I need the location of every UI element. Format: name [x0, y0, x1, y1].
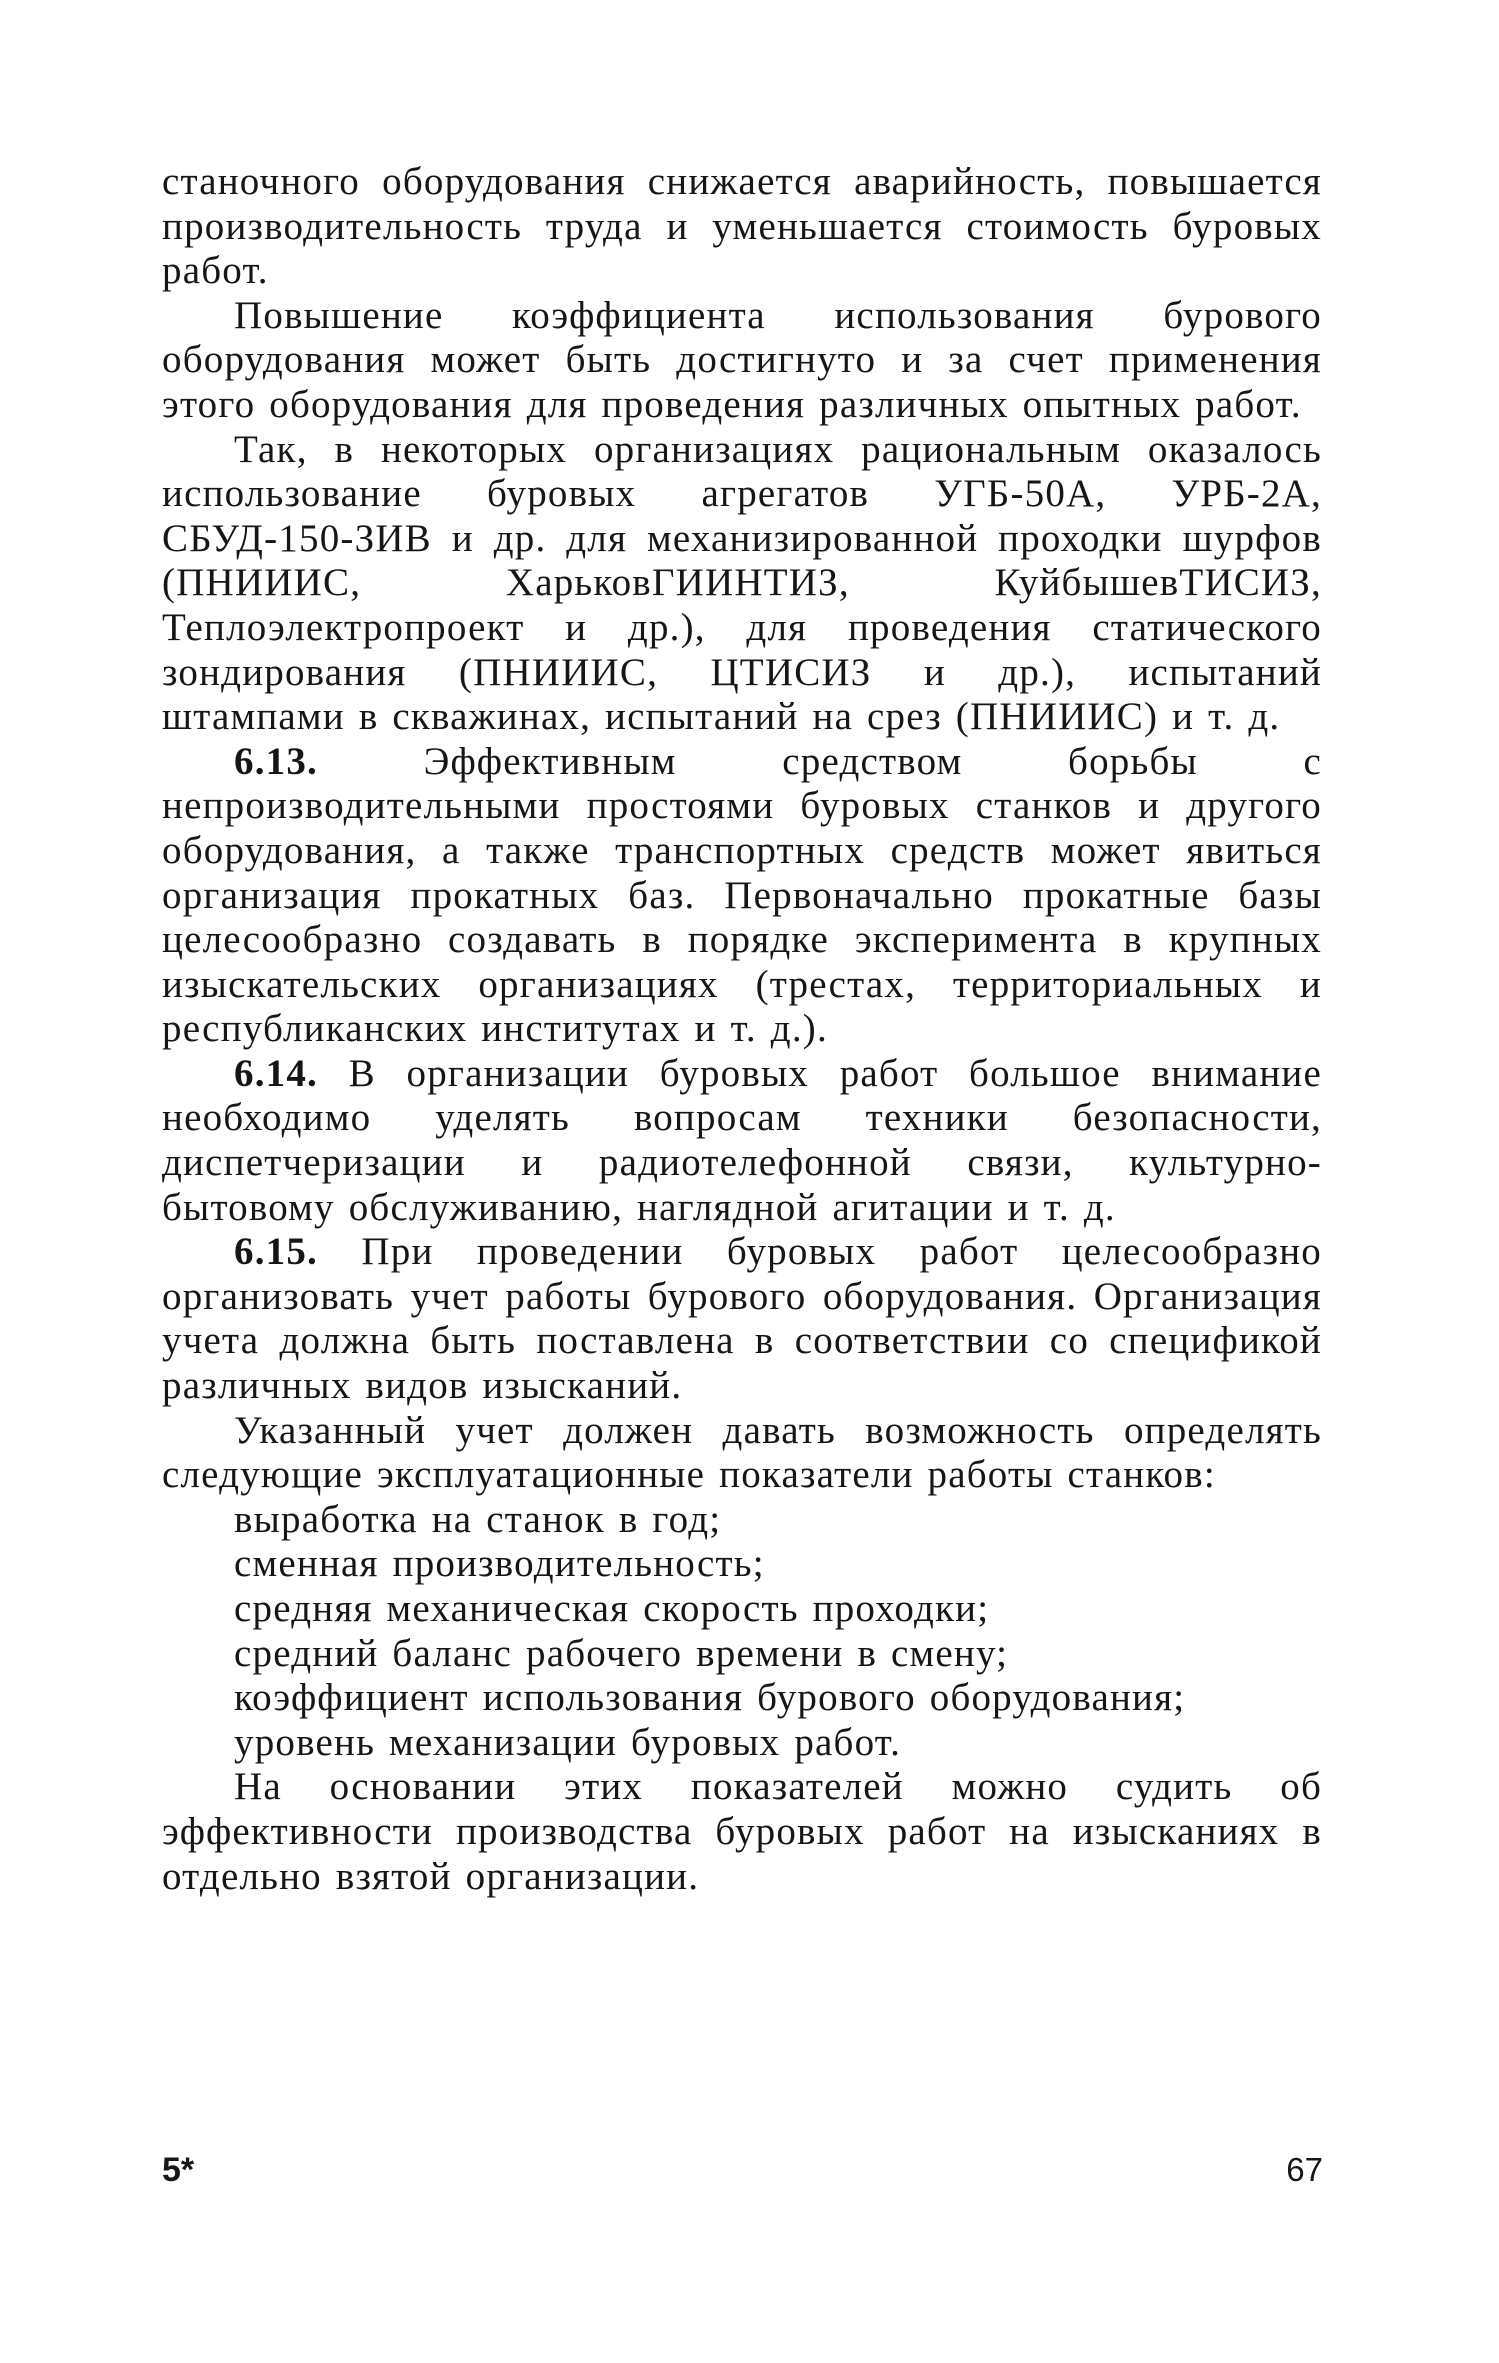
- paragraph-text: При проведении буровых работ целесообразно организовать учет работы бурового оборудования. Организация учета должна быть поставлена в соответствии со спецификой различных видов изысканий.: [162, 1230, 1322, 1408]
- paragraph-indicators-intro: [162, 1409, 1322, 1498]
- paragraph-closing: [162, 1765, 1322, 1899]
- list-item: выработка на станок в год;: [234, 1497, 722, 1541]
- list-item: коэффициент использования бурового оборудования;: [234, 1676, 1186, 1720]
- paragraph-text: На основании этих показателей можно судить об эффективности производства буровых работ на изысканиях в отдельно взятой организации.: [162, 1765, 1322, 1898]
- list-item: средняя механическая скорость проходки;: [234, 1587, 990, 1630]
- paragraph-text: Так, в некоторых организациях рациональным оказалось использование буровых агрегатов УГБ-50А, УРБ-2А, СБУД-150-ЗИВ и др. для механизированной проходки шурфов (ПНИИИС, ХарьковГИИНТИЗ, КуйбышевТИСИЗ, Теплоэлектропроект и др.), для проведения статического зондирования (ПНИИИС, ЦТИСИЗ и др.), испытаний штампами в скважинах, испытаний на срез (ПНИИИС) и т. д.: [162, 427, 1322, 739]
- body-text: [162, 160, 1322, 1899]
- paragraph-text: Указанный учет должен давать возможность определять следующие эксплуатационные показатели работы станков:: [162, 1408, 1322, 1497]
- paragraph-text: Повышение коэффициента использования бурового оборудования может быть достигнуто и за счет применения этого оборудования для проведения различных опытных работ.: [162, 293, 1322, 426]
- paragraph-text: Эффективным средством борьбы с непроизводительными простоями буровых станков и другого оборудования, а также транспортных средств может явиться организация прокатных баз. Первоначально прокатные базы целесообразно создавать в порядке эксперимента в крупных изыскательских организациях (трестах, территориальных и республиканских институтах и т. д.).: [162, 739, 1322, 1051]
- page-number: 67: [1286, 2151, 1323, 2188]
- paragraph-coefficient: [162, 294, 1322, 428]
- paragraph-6-14: [162, 1052, 1322, 1230]
- indicators-list: [162, 1498, 1322, 1766]
- signature-mark: 5*: [162, 2151, 195, 2189]
- paragraph-continuation: [162, 160, 1322, 294]
- list-item: уровень механизации буровых работ.: [234, 1720, 902, 1764]
- paragraph-text: В организации буровых работ большое внимание необходимо уделять вопросам техники безопасности, диспетчеризации и радиотелефонной связи, культурно-бытовому обслуживанию, наглядной агитации и т. д.: [162, 1051, 1322, 1229]
- section-number: 6.13.: [234, 739, 318, 783]
- list-item: сменная производительность;: [234, 1542, 765, 1586]
- paragraph-6-13: [162, 740, 1322, 1052]
- paragraph-examples: [162, 428, 1322, 740]
- section-number: 6.15.: [234, 1230, 318, 1274]
- section-number: 6.14.: [234, 1051, 318, 1095]
- paragraph-6-15: [162, 1230, 1322, 1408]
- paragraph-text: станочного оборудования снижается аварийность, повышается производительность труда и уменьшается стоимость буровых работ.: [162, 160, 1322, 293]
- list-item: средний баланс рабочего времени в смену;: [234, 1631, 1009, 1675]
